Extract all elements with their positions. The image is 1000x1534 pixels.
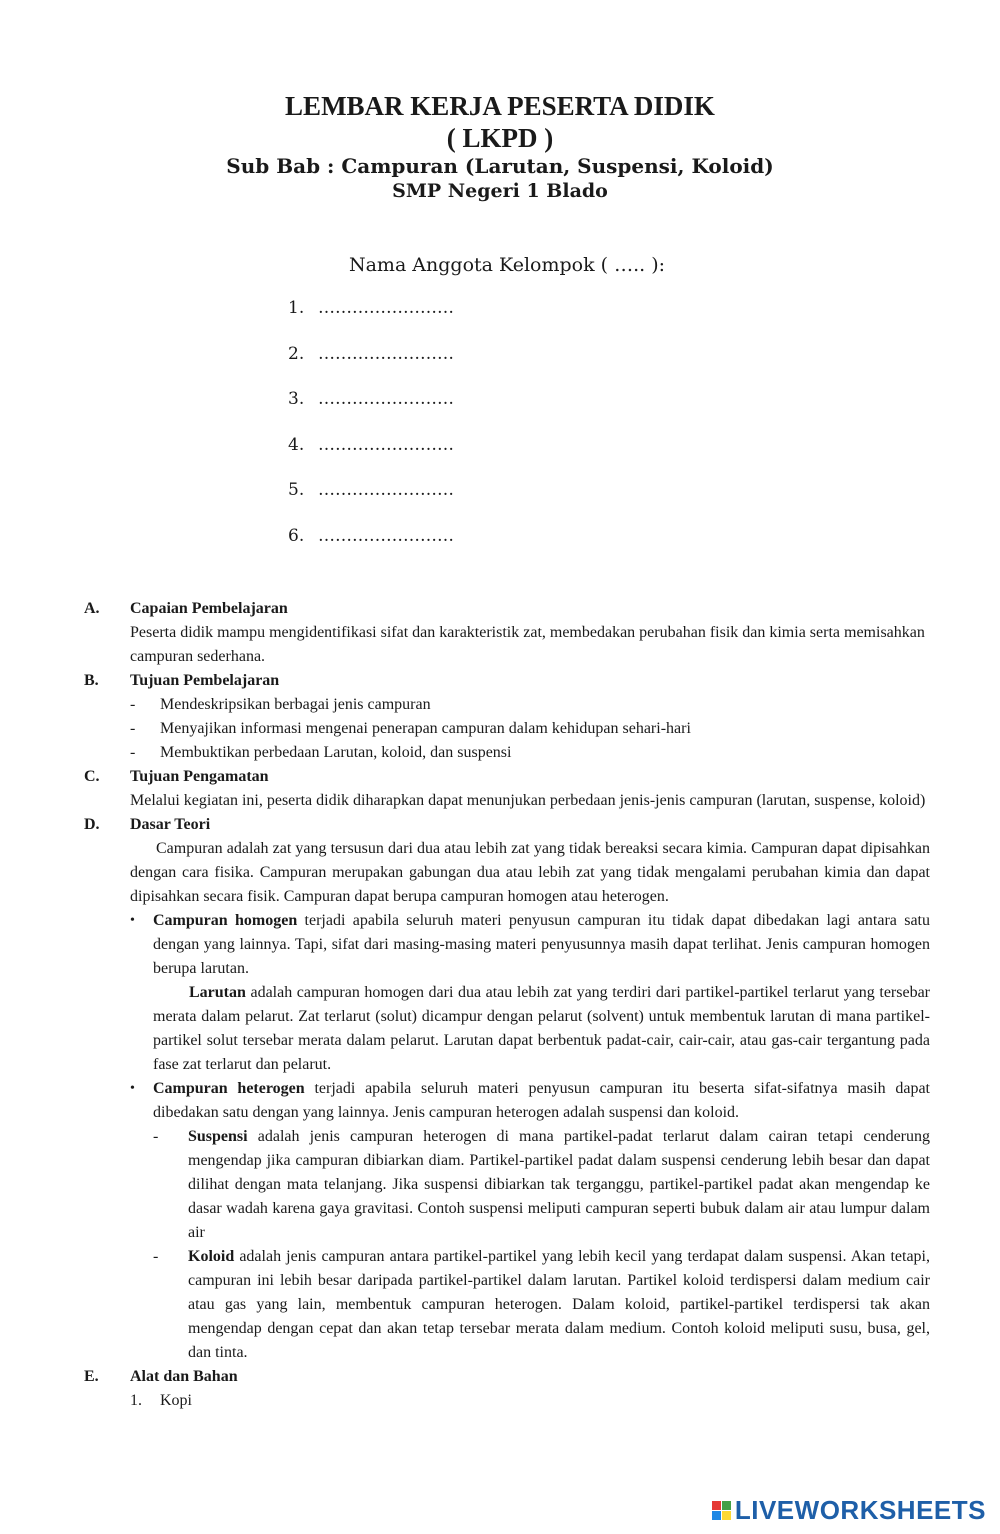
member-blank[interactable]: …………………… <box>318 480 454 500</box>
list-item: 1. Kopi <box>130 1392 192 1409</box>
members-label: Nama Anggota Kelompok ( ….. ): <box>348 254 666 276</box>
member-row[interactable]: 6. …………………… <box>288 526 454 572</box>
page-title-abbrev: ( LKPD ) <box>446 123 554 153</box>
list-item: - Menyajikan informasi mengenai penerapan campuran dalam kehidupan sehari-hari <box>130 720 691 737</box>
term-larutan: Larutan <box>189 984 246 1001</box>
member-row[interactable]: 1. …………………… <box>288 298 454 344</box>
logo-text: LIVEWORKSHEETS <box>734 1495 986 1525</box>
school-name: SMP Negeri 1 Blado <box>392 180 608 202</box>
term-suspensi: Suspensi <box>188 1128 248 1145</box>
member-blank[interactable]: …………………… <box>318 525 454 546</box>
theory-intro: Campuran adalah zat yang tersusun dari dua atau lebih zat yang tidak bereaksi secara kimia. Campuran dapat dipisahkan dengan cara fisika. Campuran merupakan gabungan dua atau lebih zat yang tidak mengalami perubahan kimia dan dapat dipisahkan secara fisik. Campuran dapat berupa campuran homogen atau heterogen. <box>130 840 930 905</box>
bullet-icon: • <box>130 913 135 928</box>
section-c-heading: C. Tujuan Pengamatan <box>84 768 269 785</box>
page-title: LEMBAR KERJA PESERTA DIDIK <box>285 91 715 121</box>
homogen-item: • Campuran homogen terjadi apabila seluruh materi penyusun campuran itu tidak dapat dibedakan lagi antara satu dengan yang lainnya. Tapi, sifat dari masing-masing materi penyusunnya masih dapat terlihat. Jenis campuran homogen berupa larutan. Larutan adalah campuran homogen dari dua atau lebih zat yang terdiri dari partikel-partikel terlarut yang tersebar merata dalam pelarut. Zat terlarut (solut) dicampur dengan pelarut (solvent) untuk membentuk larutan di mana partikel-partikel solut tersebar merata dalam pelarut. Larutan dapat berbentuk padat-cair, cair-cair, atau gas-cair tergantung pada fase zat terlarut dan pelarut. <box>130 909 930 1077</box>
worksheet-header <box>0 90 1000 204</box>
suspensi-item: - Suspensi adalah jenis campuran heterogen di mana partikel-padat terlarut dalam cairan tetapi cenderung mengendap jika campuran dibiarkan diam. Partikel-partikel padat dalam suspensi cenderung lebih besar dan dapat dilihat dengan mata telanjang. Jika suspensi dibiarkan tak terganggu, partikel-partikel padat akan mengendap ke dasar wadah karena gaya gravitasi. Contoh suspensi meliputi campuran seperti bubuk dalam air atau lumpur dalam air <box>153 1128 930 1241</box>
section-d-heading: D. Dasar Teori <box>84 816 211 833</box>
term-homogen: Campuran homogen <box>153 912 298 929</box>
member-blank[interactable]: …………………… <box>318 298 454 318</box>
member-row[interactable]: 3. …………………… <box>288 389 454 435</box>
member-row[interactable]: 5. …………………… <box>288 480 454 526</box>
member-blank[interactable]: …………………… <box>318 389 454 409</box>
list-item: - Membuktikan perbedaan Larutan, koloid, dan suspensi <box>130 744 512 761</box>
koloid-item: - Koloid adalah jenis campuran antara partikel-partikel yang lebih kecil yang terdapat dalam suspensi. Akan tetapi, campuran ini lebih besar daripada partikel-partikel dalam larutan. Partikel koloid terdispersi dalam medium cair atau gas yang lain, membentuk campuran heterogen. Dalam koloid, partikel-partikel terdispersi tak akan mengendap dengan cepat dan akan tetap tersebar merata dalam medium. Contoh koloid meliputi susu, busa, gel, dan tinta. <box>153 1248 930 1361</box>
logo-grid-icon <box>712 1501 731 1520</box>
member-row[interactable]: 2. …………………… <box>288 344 454 390</box>
list-item: - Mendeskripsikan berbagai jenis campuran <box>130 696 431 713</box>
larutan-paragraph: Larutan adalah campuran homogen dari dua atau lebih zat yang terdiri dari partikel-partikel terlarut yang tersebar merata dalam pelarut. Zat terlarut (solut) dicampur dengan pelarut (solvent) untuk membentuk larutan di mana partikel-partikel solut tersebar merata dalam pelarut. Larutan dapat berbentuk padat-cair, cair-cair, atau gas-cair tergantung pada fase zat terlarut dan pelarut. <box>153 984 930 1073</box>
section-a-heading: A. Capaian Pembelajaran <box>84 600 288 617</box>
liveworksheets-logo <box>712 1495 986 1526</box>
term-koloid: Koloid <box>188 1248 235 1265</box>
member-blank[interactable]: …………………… <box>318 434 454 455</box>
section-b-heading: B. Tujuan Pembelajaran <box>84 672 280 689</box>
section-a-text: Peserta didik mampu mengidentifikasi sifat dan karakteristik zat, membedakan perubahan fisik dan kimia serta memisahkan campuran sederhana. <box>130 624 925 665</box>
worksheet-content <box>84 597 930 1413</box>
section-c-text: Melalui kegiatan ini, peserta didik diharapkan dapat menunjukan perbedaan jenis-jenis campuran (larutan, suspense, koloid) <box>130 792 926 809</box>
members-list <box>288 298 454 571</box>
section-e-heading: E. Alat dan Bahan <box>84 1368 238 1385</box>
objectives-list <box>84 693 930 765</box>
heterogen-item: • Campuran heterogen terjadi apabila seluruh materi penyusun campuran itu beserta sifat-sifatnya masih dapat dibedakan satu dengan yang lainnya. Jenis campuran heterogen adalah suspensi dan koloid. - Suspensi adalah jenis campuran heterogen di mana partikel-padat terlarut dalam cairan tetapi cenderung mengendap jika campuran dibiarkan diam. Partikel-partikel padat dalam suspensi cenderung lebih besar dan dapat dilihat dengan mata telanjang. Jika suspensi dibiarkan tak terganggu, partikel-partikel padat akan mengendap ke dasar wadah karena gaya gravitasi. Contoh suspensi meliputi campuran seperti bubuk dalam air atau lumpur dalam air - Koloid adalah jenis campuran antara partikel-partikel yang lebih kecil yang terdapat dalam suspensi. Akan tetapi, campuran ini lebih besar daripada partikel-partikel dalam larutan. Partikel koloid terdispersi dalam medium cair atau gas yang lain, membentuk campuran heterogen. Dalam koloid, partikel-partikel terdispersi tak akan mengendap dengan cepat dan akan tetap tersebar merata dalam medium. Contoh koloid meliputi susu, busa, gel, dan tinta. <box>130 1077 930 1365</box>
bullet-icon: • <box>130 1081 135 1096</box>
member-row[interactable]: 4. …………………… <box>288 435 454 481</box>
term-heterogen: Campuran heterogen <box>153 1080 305 1097</box>
member-blank[interactable]: …………………… <box>318 343 454 364</box>
subtitle: Sub Bab : Campuran (Larutan, Suspensi, Koloid) <box>226 154 774 178</box>
